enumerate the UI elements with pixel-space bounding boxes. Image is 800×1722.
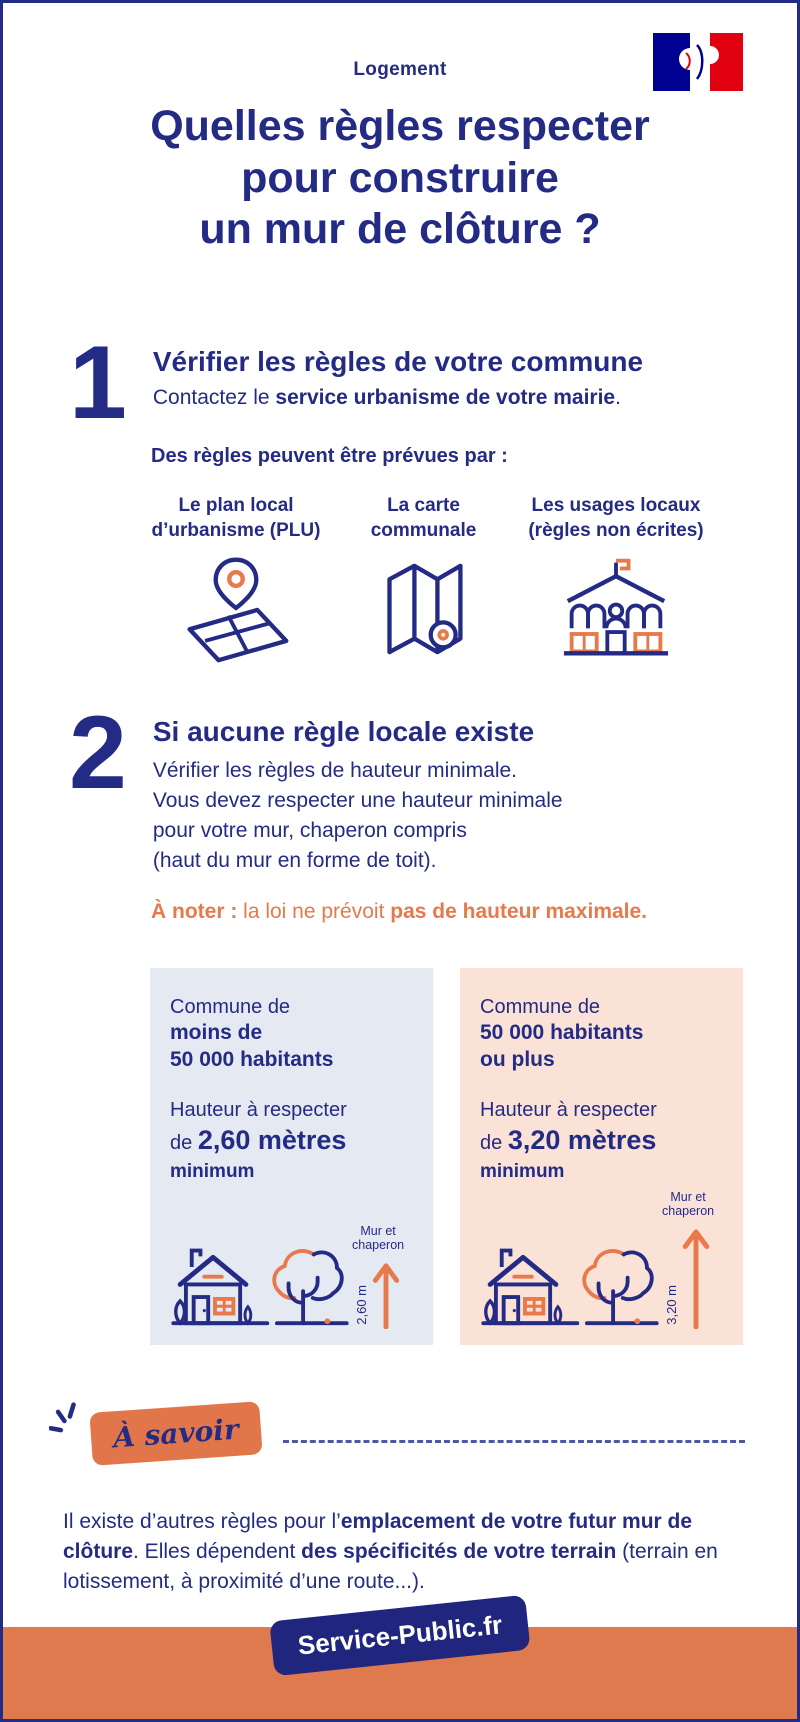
know-paragraph-b1: emplacement de votre futur mur de clôture xyxy=(63,1509,693,1564)
sparkle-icon xyxy=(49,1399,89,1443)
card-small-arrow-label-line2: chaperon xyxy=(352,1238,405,1253)
marianne-flag-icon xyxy=(653,33,743,91)
title-line-2: pour construire xyxy=(241,153,559,202)
option-plu-label xyxy=(152,494,321,543)
card-large-arrow-label xyxy=(662,1190,714,1219)
option-plu xyxy=(141,494,331,668)
step-1-content xyxy=(153,342,643,425)
know-paragraph xyxy=(63,1507,741,1598)
card-large-minimum: minimum xyxy=(480,1161,565,1183)
know-paragraph-b2: des spécificités de votre terrain xyxy=(301,1540,617,1564)
card-small-population-line1: moins de xyxy=(170,1020,263,1044)
card-large-population xyxy=(480,1019,725,1074)
option-plu-label-line2: d’urbanisme (PLU) xyxy=(151,519,321,541)
card-commune-large xyxy=(460,968,743,1345)
option-carte-communale xyxy=(349,494,499,668)
rules-intro: Des règles peuvent être prévues par : xyxy=(151,444,508,467)
category-label: Logement xyxy=(353,59,447,80)
card-small-minimum: minimum xyxy=(170,1161,255,1183)
card-large-arrow-col xyxy=(662,1190,714,1329)
town-hall-icon xyxy=(552,553,680,666)
card-large-height-intro: Hauteur à respecter xyxy=(480,1099,657,1122)
height-arrow-icon xyxy=(369,1259,403,1329)
page-title xyxy=(3,101,797,256)
card-small-height-intro: Hauteur à respecter xyxy=(170,1099,347,1122)
step-2 xyxy=(69,695,757,875)
card-small-height-prefix: de xyxy=(170,1132,198,1155)
step-2-body-line2: Vous devez respecter une hauteur minimale xyxy=(152,789,563,813)
option-usages-label-line2: (règles non écrites) xyxy=(528,519,704,541)
option-carte-label xyxy=(371,494,477,543)
know-paragraph-p3: (terrain en lotissement, à proximité d’une route...). xyxy=(63,1540,718,1594)
card-small-arrow-wrap xyxy=(354,1259,403,1329)
card-large-illustration xyxy=(480,1190,725,1329)
card-large-arrow-label-line1: Mur et xyxy=(670,1189,706,1204)
card-small-arrow-label-line1: Mur et xyxy=(360,1223,396,1238)
card-small-population xyxy=(170,1019,415,1074)
step-2-body-line4: (haut du mur en forme de toit). xyxy=(152,848,437,872)
note-middle: la loi ne prévoit xyxy=(237,899,391,923)
know-paragraph-p1: Il existe d’autres règles pour l’ xyxy=(63,1509,341,1533)
card-large-arrow-label-line2: chaperon xyxy=(662,1204,715,1219)
step-2-body-line1: Vérifier les règles de hauteur minimale. xyxy=(152,759,518,783)
note-text xyxy=(151,900,797,924)
card-small-measure: 2,60 m xyxy=(353,1284,369,1325)
title-line-3: un mur de clôture ? xyxy=(199,205,601,254)
commune-cards-row xyxy=(150,968,797,1345)
card-small-intro: Commune de xyxy=(170,995,291,1018)
card-small-illustration xyxy=(170,1224,415,1329)
know-paragraph-p2: . Elles dépendent xyxy=(133,1540,302,1564)
house-and-tree-icon xyxy=(170,1237,350,1329)
step-1-subtitle-suffix: . xyxy=(615,385,621,409)
service-public-badge: Service-Public.fr xyxy=(269,1595,531,1677)
card-large-measure: 3,20 m xyxy=(663,1284,679,1325)
folded-map-icon xyxy=(378,553,470,668)
dashed-divider xyxy=(283,1440,745,1443)
know-badge: À savoir xyxy=(89,1401,262,1466)
card-small-arrow-label xyxy=(352,1224,404,1253)
step-1-subtitle xyxy=(153,386,643,410)
card-large-height-value: 3,20 mètres xyxy=(507,1125,657,1156)
step-2-body xyxy=(153,756,563,875)
step-2-content xyxy=(153,712,563,875)
card-large-height-prefix: de xyxy=(480,1132,508,1155)
card-large-arrow-wrap xyxy=(664,1225,713,1329)
step-2-number: 2 xyxy=(69,695,125,812)
option-usages-locaux xyxy=(516,494,716,666)
card-small-height-line xyxy=(170,1125,415,1156)
title-line-1: Quelles règles respecter xyxy=(150,102,650,150)
step-1-subtitle-bold: service urbanisme de votre mairie xyxy=(275,385,616,409)
note-bold: pas de hauteur maximale. xyxy=(390,899,648,923)
card-large-population-line2: ou plus xyxy=(480,1047,555,1071)
option-usages-label xyxy=(528,494,703,543)
height-arrow-icon xyxy=(679,1225,713,1329)
option-plu-label-line1: Le plan local xyxy=(178,494,294,516)
card-small-height-value: 2,60 mètres xyxy=(197,1125,347,1156)
card-commune-small xyxy=(150,968,433,1345)
step-1 xyxy=(69,324,757,441)
option-carte-label-line1: La carte xyxy=(387,494,460,516)
step-2-title: Si aucune règle locale existe xyxy=(152,716,535,748)
step-2-body-line3: pour votre mur, chaperon compris xyxy=(152,818,467,842)
house-and-tree-icon xyxy=(480,1237,660,1329)
step-1-number: 1 xyxy=(69,324,125,441)
know-row xyxy=(49,1399,745,1469)
note-label: À noter : xyxy=(151,899,238,923)
card-small-population-line2: 50 000 habitants xyxy=(170,1047,334,1071)
rule-options-row xyxy=(141,494,716,668)
card-large-height-line xyxy=(480,1125,725,1156)
card-large-intro: Commune de xyxy=(480,995,601,1018)
card-small-arrow-col xyxy=(352,1224,404,1329)
french-republic-logo xyxy=(653,33,743,91)
step-1-subtitle-prefix: Contactez le xyxy=(152,385,276,409)
option-usages-label-line1: Les usages locaux xyxy=(531,494,701,516)
step-1-title: Vérifier les règles de votre commune xyxy=(152,345,644,377)
option-carte-label-line2: communale xyxy=(370,519,477,541)
map-with-pin-icon xyxy=(178,553,294,668)
card-large-population-line1: 50 000 habitants xyxy=(480,1020,644,1044)
